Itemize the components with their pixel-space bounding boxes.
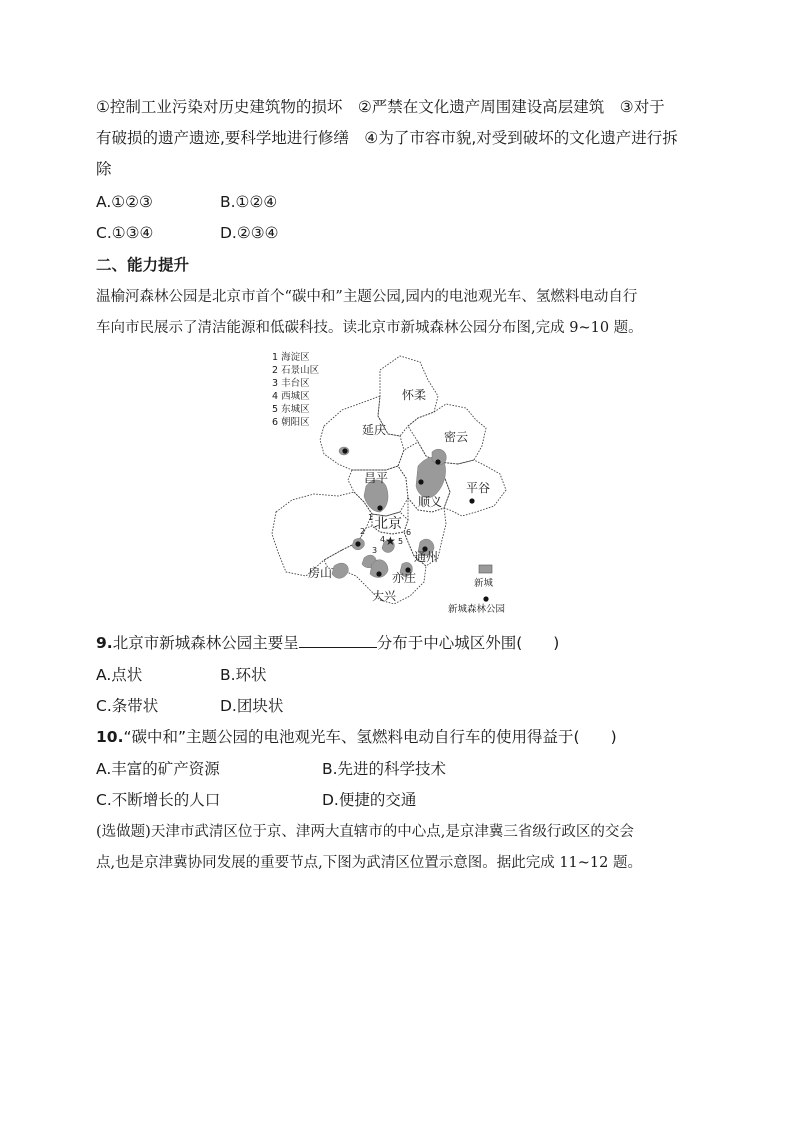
label-yizhuang: 亦庄 [392,571,417,585]
legend-forest-park-label: 新城森林公园 [448,604,506,615]
key-item: 6 朝阳区 [272,417,310,428]
key-item: 5 东城区 [272,404,310,415]
q8-option-c: C.①③④ [96,224,154,242]
material1-line2: 车向市民展示了清洁能源和低碳科技。读北京市新城森林公园分布图,完成 9~10 题。 [96,320,643,336]
q10-option-a: A.丰富的矿产资源 [96,760,220,778]
q9-option-c: C.条带状 [96,697,159,715]
label-tongzhou: 通州 [414,550,439,564]
q8-option-a: A.①②③ [96,193,153,211]
num-label: 4 [380,535,386,544]
beijing-star-icon: ★ [385,534,396,548]
num-label: 3 [372,546,378,555]
label-pinggu: 平谷 [466,481,491,495]
q10-option-c: C.不断增长的人口 [96,791,221,809]
section-title: 二、能力提升 [96,256,190,274]
q8-stem-line3: 除 [96,160,112,178]
key-item: 3 丰台区 [272,378,310,389]
label-changping: 昌平 [364,471,389,485]
q9-option-a: A.点状 [96,666,143,684]
q9-option-b: B.环状 [220,666,267,684]
legend-new-city-label: 新城 [474,578,494,589]
num-label: 6 [406,528,412,537]
material2-line1: (选做题)天津市武清区位于京、津两大直辖市的中心点,是京津冀三省级行政区的交会 [96,824,634,840]
material2-line2: 点,也是京津冀协同发展的重要节点,下图为武清区位置示意图。据此完成 11~12 题。 [96,855,642,871]
label-beijing: 北京 [374,516,402,532]
beijing-forest-park-map [268,346,530,620]
legend-new-city-swatch [479,565,492,573]
key-item: 1 海淀区 [272,352,310,363]
label-daxing: 大兴 [372,589,397,603]
key-item: 2 石景山区 [272,365,320,376]
q8-stem-line2: 有破损的遗产遗迹,要科学地进行修缮 ④为了市容市貌,对受到破坏的文化遗产进行拆 [96,129,678,147]
material1-line1: 温榆河森林公园是北京市首个“碳中和”主题公园,园内的电池观光车、氢燃料电动自行 [96,289,638,305]
key-item: 4 西城区 [272,391,310,402]
num-label: 2 [360,527,366,536]
q9-number: 9. [96,634,113,652]
q9-stem [96,633,559,653]
label-yanqing: 延庆 [362,423,387,437]
label-huairou: 怀柔 [402,388,427,402]
q9-option-d: D.团块状 [220,697,284,715]
q8-option-d: D.②③④ [220,224,279,242]
q10-stem-text: “碳中和”主题公园的电池观光车、氢燃料电动自行车的使用得益于( ) [123,728,617,746]
q8-option-b: B.①②④ [220,193,278,211]
district-key-list [272,351,320,428]
q10-option-b: B.先进的科学技术 [322,760,447,778]
label-miyun: 密云 [444,430,469,444]
num-label: 5 [398,537,404,546]
q8-stem-line1: ①控制工业污染对历史建筑物的损坏 ②严禁在文化遗产周围建设高层建筑 ③对于 [96,98,665,116]
q10-option-d: D.便捷的交通 [322,791,417,809]
q9-stem-after: 分布于中心城区外围( ) [376,634,560,652]
num-label: 1 [368,513,374,522]
q9-stem-before: 北京市新城森林公园主要呈 [112,634,299,652]
label-fangshan: 房山 [308,566,333,580]
q10-stem [96,727,617,747]
q9-answer-blank[interactable] [299,633,377,648]
q10-number: 10. [96,728,124,746]
map-legend [448,577,505,615]
label-shunyi: 顺义 [418,495,443,509]
